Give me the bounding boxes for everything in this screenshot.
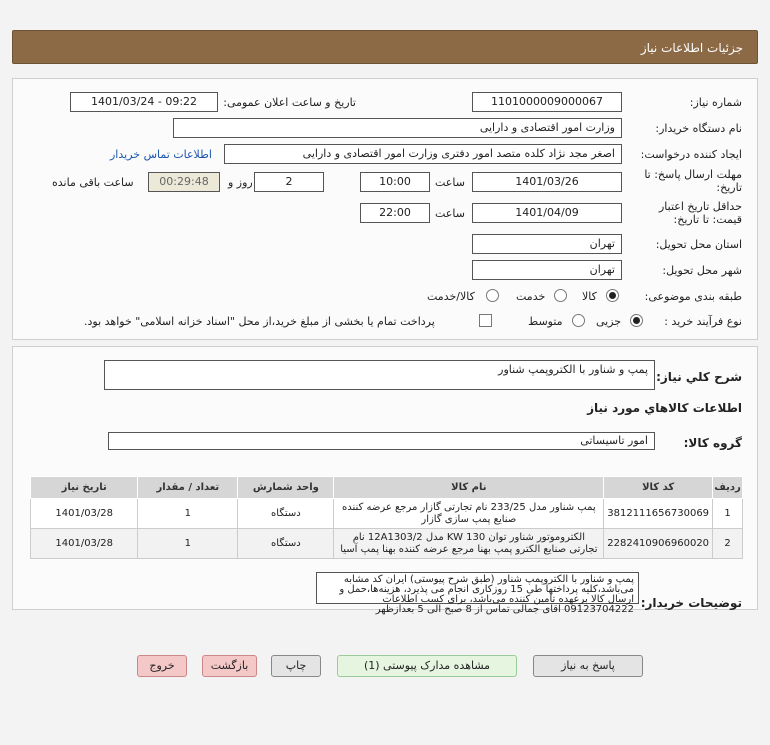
col-header-code: کد کالا <box>604 477 713 499</box>
summary-field: پمپ و شناور با الکتروپمپ شناور <box>104 360 655 390</box>
exit-button[interactable]: خروج <box>137 655 187 677</box>
validity-date-field: 1401/04/09 <box>472 203 622 223</box>
process-label: نوع فرآیند خرید : <box>664 315 742 328</box>
cell-row: 2 <box>713 529 743 559</box>
requester-field: اصغر مجد نژاد کلده متصد امور دفتری وزارت امور اقتصادی و دارایی <box>224 144 622 164</box>
buyer-org-field: وزارت امور اقتصادی و دارایی <box>173 118 622 138</box>
remaining-time-field: 00:29:48 <box>148 172 220 192</box>
deadline-label: مهلت ارسال پاسخ: تا تاریخ: <box>644 168 742 194</box>
cell-name: الکتروموتور شناور توان 130 KW مدل 12A1303/2 نام تجارتی صنایع الکترو پمپ بهنا مرجع عرضه کننده بهنا پمپ آسیا <box>334 529 604 559</box>
category-goods-radio[interactable] <box>606 289 619 302</box>
treasury-payment-checkbox[interactable] <box>479 314 492 327</box>
process-minor-label: جزیی <box>596 315 622 328</box>
category-service-radio[interactable] <box>554 289 567 302</box>
process-medium-label: متوسط <box>528 315 563 328</box>
buyer-contact-link[interactable]: اطلاعات تماس خریدار <box>110 148 212 161</box>
announce-datetime-field: 1401/03/24 - 09:22 <box>70 92 218 112</box>
cell-code: 3812111656730069 <box>604 499 713 529</box>
category-goods-service-label: کالا/خدمت <box>427 290 475 303</box>
deadline-time-field: 10:00 <box>360 172 430 192</box>
category-goods-service-radio[interactable] <box>486 289 499 302</box>
process-minor-radio[interactable] <box>630 314 643 327</box>
col-header-qty: تعداد / مقدار <box>138 477 238 499</box>
back-button[interactable]: بازگشت <box>202 655 257 677</box>
city-field: تهران <box>472 260 622 280</box>
validity-label: حداقل تاریخ اعتبار قیمت: تا تاریخ: <box>658 200 742 226</box>
province-field: تهران <box>472 234 622 254</box>
buyer-notes-label: توضیحات خریدار: <box>640 596 742 610</box>
need-number-label: شماره نیاز: <box>689 96 742 109</box>
deadline-time-label: ساعت <box>435 176 465 189</box>
announce-label: تاریخ و ساعت اعلان عمومی: <box>223 96 356 109</box>
category-label: طبقه بندی موضوعی: <box>644 290 742 303</box>
goods-table <box>30 476 743 559</box>
validity-time-label: ساعت <box>435 207 465 220</box>
print-button[interactable]: چاپ <box>271 655 321 677</box>
buyer-org-label: نام دستگاه خریدار: <box>655 122 742 135</box>
city-label: شهر محل تحویل: <box>662 264 742 277</box>
cell-qty: 1 <box>138 499 238 529</box>
cell-unit: دستگاه <box>238 529 334 559</box>
table-row <box>31 529 743 559</box>
view-attachments-button[interactable]: مشاهده مدارک پیوستی (1) <box>337 655 517 677</box>
category-goods-label: کالا <box>582 290 597 303</box>
page-header: جزئیات اطلاعات نیاز <box>12 30 758 64</box>
goods-info-title: اطلاعات کالاهاي مورد نياز <box>587 401 742 415</box>
cell-date: 1401/03/28 <box>31 529 138 559</box>
cell-code: 2282410906960020 <box>604 529 713 559</box>
goods-group-field: امور تاسیساتی <box>108 432 655 450</box>
cell-date: 1401/03/28 <box>31 499 138 529</box>
requester-label: ایجاد کننده درخواست: <box>640 148 742 161</box>
col-header-row: ردیف <box>713 477 743 499</box>
deadline-date-field: 1401/03/26 <box>472 172 622 192</box>
summary-label: شرح کلي نياز: <box>656 370 742 384</box>
treasury-payment-note: پرداخت تمام یا بخشی از مبلغ خرید،از محل "اسناد خزانه اسلامی" خواهد بود. <box>84 315 435 328</box>
category-service-label: خدمت <box>516 290 546 303</box>
province-label: استان محل تحویل: <box>655 238 742 251</box>
remaining-label: ساعت باقی مانده <box>52 176 134 189</box>
need-number-field: 1101000009000067 <box>472 92 622 112</box>
validity-time-field: 22:00 <box>360 203 430 223</box>
col-header-date: تاریخ نیاز <box>31 477 138 499</box>
table-row <box>31 499 743 529</box>
cell-unit: دستگاه <box>238 499 334 529</box>
cell-qty: 1 <box>138 529 238 559</box>
col-header-unit: واحد شمارش <box>238 477 334 499</box>
days-field: 2 <box>254 172 324 192</box>
process-medium-radio[interactable] <box>572 314 585 327</box>
cell-name: پمپ شناور مدل 233/25 نام تجارتی گازار مرجع عرضه کننده صنایع پمپ سازی گازار <box>334 499 604 529</box>
days-label: روز و <box>228 176 253 189</box>
reply-button[interactable]: پاسخ به نیاز <box>533 655 643 677</box>
col-header-name: نام کالا <box>334 477 604 499</box>
cell-row: 1 <box>713 499 743 529</box>
goods-group-label: گروه کالا: <box>683 436 742 450</box>
buyer-notes-field: پمپ و شناور با الکتروپمپ شناور (طبق شرح پیوستی) ایران کد مشابه می‌باشد،کلیه پرداختها طی 15 روزکاری انجام می پذیرد، هزینه‌ها،حمل و ارسال کالا برعهده تامین کننده می‌باشد، برای کسب اطلاعات 09123704222 اقای جمالی تماس از 8 صبح الی 5 بعدازظهر <box>316 572 639 604</box>
